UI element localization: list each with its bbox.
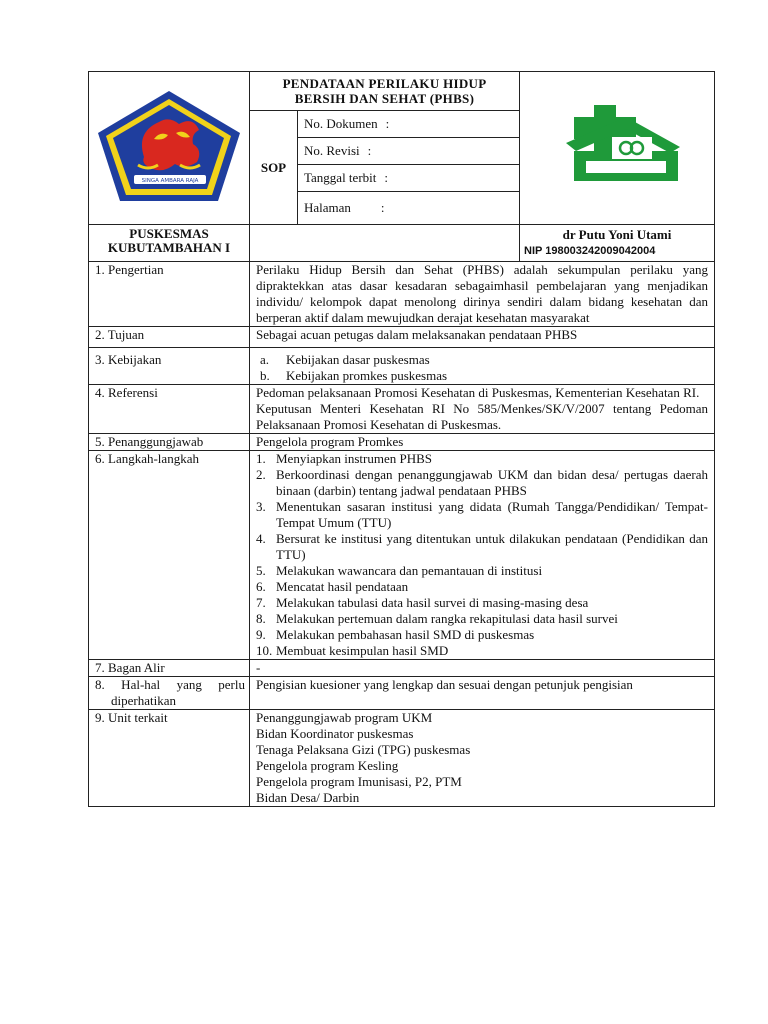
item-text: Mencatat hasil pendataan <box>276 579 409 594</box>
meta-label: Halaman <box>304 200 351 215</box>
meta-label: Tanggal terbit <box>304 170 377 185</box>
row-label: 5. Penanggungjawab <box>89 434 250 451</box>
item-number: 8. <box>256 611 266 626</box>
meta-label: No. Dokumen <box>304 116 378 131</box>
row-kebijakan <box>89 348 715 385</box>
item-number: 4. <box>256 531 266 546</box>
item-text: Melakukan wawancara dan pemantauan di institusi <box>276 563 543 578</box>
item-text: Kebijakan dasar puskesmas <box>286 352 430 367</box>
list-item <box>256 368 708 384</box>
row-label: 7. Bagan Alir <box>89 660 250 677</box>
item-number: a. <box>260 352 270 367</box>
meta-table <box>298 111 519 224</box>
item-number: 2. <box>256 467 266 482</box>
list-item <box>256 467 708 499</box>
list-item <box>256 579 708 595</box>
signer-name: dr Putu Yoni Utami <box>562 227 672 242</box>
row-label: 3. Kebijakan <box>89 348 250 385</box>
puskesmas-logo <box>552 97 682 195</box>
unit-item: Pengelola program Imunisasi, P2, PTM <box>256 774 462 789</box>
document-title <box>250 72 520 111</box>
item-number: 1. <box>256 451 266 466</box>
row-unit-terkait <box>89 710 715 807</box>
meta-label: No. Revisi <box>304 143 360 158</box>
list-item <box>256 595 708 611</box>
row-value <box>250 385 715 434</box>
signer-nip: NIP 198003242009042004 <box>524 245 656 257</box>
item-number: 9. <box>256 627 266 642</box>
item-text: Menyiapkan instrumen PHBS <box>276 451 432 466</box>
row-label <box>89 677 250 710</box>
list-item <box>256 611 708 627</box>
content-table <box>88 261 715 807</box>
item-text: Bersurat ke institusi yang ditentukan untuk dilakukan pendataan (Pendidikan dan TTU) <box>276 531 708 562</box>
item-number: b. <box>260 368 270 383</box>
item-text: Melakukan pembahasan hasil SMD di puskesmas <box>276 627 535 642</box>
list-item <box>256 563 708 579</box>
buleleng-crest-logo <box>94 87 244 205</box>
row-label: 4. Referensi <box>89 385 250 434</box>
unit-item: Bidan Desa/ Darbin <box>256 790 360 805</box>
item-text: Membuat kesimpulan hasil SMD <box>276 643 449 658</box>
org-line-1: PUSKESMAS <box>129 226 209 241</box>
row-label: 9. Unit terkait <box>89 710 250 807</box>
row-pengertian <box>89 262 715 327</box>
meta-no-revisi <box>298 138 519 165</box>
list-item <box>256 643 708 659</box>
header-table <box>88 71 715 262</box>
row-tujuan <box>89 327 715 348</box>
row-label: 2. Tujuan <box>89 327 250 348</box>
row-hal-hal <box>89 677 715 710</box>
list-item <box>256 499 708 531</box>
row-label: 6. Langkah-langkah <box>89 451 250 660</box>
row-value: - <box>250 660 715 677</box>
item-text: Kebijakan promkes puskesmas <box>286 368 448 383</box>
meta-cell <box>298 111 520 225</box>
row-value: Perilaku Hidup Bersih dan Sehat (PHBS) adalah sekumpulan perilaku yang dipraktekkan atas dasar kesadaran sebagaimhasil pembelajaran yang menjadikan individu/ kelompok dapat menolong dirinya sendiri dalam bidang kesehatan dan berperan aktif dalam mewujudkan derajat kesehatan masyarakat <box>250 262 715 327</box>
signer <box>520 225 715 262</box>
unit-item: Tenaga Pelaksana Gizi (TPG) puskesmas <box>256 742 471 757</box>
meta-sep: : <box>384 170 388 185</box>
list-item <box>256 451 708 467</box>
meta-halaman <box>298 192 519 225</box>
sop-label: SOP <box>250 111 298 225</box>
title-line-2: BERSIH DAN SEHAT (PHBS) <box>294 91 475 106</box>
item-text: Melakukan tabulasi data hasil survei di masing-masing desa <box>276 595 589 610</box>
crest-motto: SINGA AMBARA RAJA <box>141 178 199 184</box>
sop-document <box>88 71 714 807</box>
item-text: Menentukan sasaran institusi yang didata (Rumah Tangga/Pendidikan/ Tempat-Tempat Umum (TTU) <box>276 499 708 530</box>
row-value <box>250 710 715 807</box>
org-line-2: KUBUTAMBAHAN I <box>107 240 231 255</box>
kebijakan-list <box>256 352 708 384</box>
meta-sep: : <box>367 143 372 158</box>
row-value: Pengelola program Promkes <box>250 434 715 451</box>
row-penanggungjawab <box>89 434 715 451</box>
unit-item: Bidan Koordinator puskesmas <box>256 726 414 741</box>
row-value <box>250 451 715 660</box>
row-bagan-alir <box>89 660 715 677</box>
referensi-1: Pedoman pelaksanaan Promosi Kesehatan di Puskesmas, Kementerian Kesehatan RI. <box>256 385 700 400</box>
item-number: 7. <box>256 595 266 610</box>
langkah-list <box>256 451 708 659</box>
title-line-1: PENDATAAN PERILAKU HIDUP <box>282 76 487 91</box>
list-item <box>256 352 708 368</box>
item-number: 6. <box>256 579 266 594</box>
meta-no-dokumen <box>298 111 519 138</box>
item-number: 5. <box>256 563 266 578</box>
blank-cell <box>250 225 520 262</box>
row-value <box>250 348 715 385</box>
unit-item: Penanggungjawab program UKM <box>256 710 433 725</box>
list-item <box>256 531 708 563</box>
list-item <box>256 627 708 643</box>
item-text: Melakukan pertemuan dalam rangka rekapitulasi data hasil survei <box>276 611 618 626</box>
org-name <box>89 225 250 262</box>
row-value: Pengisian kuesioner yang lengkap dan sesuai dengan petunjuk pengisian <box>250 677 715 710</box>
row-referensi <box>89 385 715 434</box>
label-line-2: diperhatikan <box>111 693 176 708</box>
unit-item: Pengelola program Kesling <box>256 758 399 773</box>
left-logo-cell <box>89 72 250 225</box>
meta-sep: : <box>385 116 390 131</box>
meta-sep: : <box>380 200 385 215</box>
item-number: 3. <box>256 499 266 514</box>
row-value: Sebagai acuan petugas dalam melaksanakan pendataan PHBS <box>250 327 715 348</box>
referensi-2: Keputusan Menteri Kesehatan RI No 585/Menkes/SK/V/2007 tentang Pedoman Pelaksanaan Promosi Kesehatan di Puskesmas. <box>256 401 708 432</box>
row-label: 1. Pengertian <box>89 262 250 327</box>
right-logo-cell <box>520 72 715 225</box>
label-line-1: 8. Hal-hal yang perlu <box>95 677 245 692</box>
item-number: 10. <box>256 643 273 658</box>
meta-tanggal-terbit <box>298 165 519 192</box>
item-text: Berkoordinasi dengan penanggungjawab UKM dan bidan desa/ pertugas daerah binaan (darbin) tentang jadwal pendataan PHBS <box>276 467 708 498</box>
row-langkah <box>89 451 715 660</box>
